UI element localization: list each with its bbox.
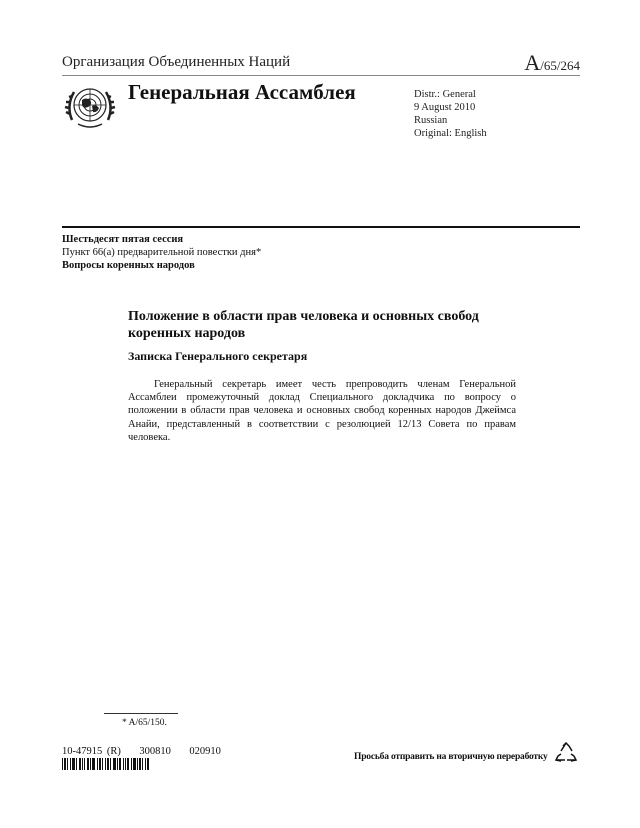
symbol-prefix: A [524, 50, 541, 75]
body-name: Генеральная Ассамблея [128, 80, 356, 104]
document-subtitle: Записка Генерального секретаря [128, 349, 308, 363]
distribution-block [414, 88, 487, 140]
session-divider [62, 226, 580, 228]
footnote: * A/65/150. [122, 718, 167, 728]
session-name: Шестьдесят пятая сессия [62, 234, 184, 245]
document-symbol [524, 50, 580, 76]
distribution-type: Distr.: General [414, 89, 476, 100]
agenda-topic: Вопросы коренных народов [62, 260, 195, 271]
un-emblem-icon [64, 80, 116, 132]
footnote-divider [104, 713, 178, 714]
recycle-icon [555, 742, 577, 764]
agenda-item: Пункт 66(a) предварительной повестки дня* [62, 247, 262, 258]
document-title: Положение в области прав человека и основных свобод коренных народов [128, 309, 479, 341]
barcode-icon [62, 758, 167, 770]
session-block [62, 233, 261, 272]
original-language: Original: English [414, 128, 487, 139]
body-paragraph: Генеральный секретарь имеет честь препроводить членам Генеральной Ассамблеи промежуточный доклад Специального докладчика по вопросу о положении в области прав человека и основных свобод коренных народов Джеймса Анайи, представленный в соответствии с резолюцией 12/13 Совета по правам человека. [128, 379, 516, 443]
recycle-notice: Просьба отправить на вторичную переработку [354, 752, 548, 762]
document-date: 9 August 2010 [414, 102, 476, 113]
header-divider [62, 75, 580, 76]
job-number: 10-47915 (R) 300810 020910 [62, 746, 221, 757]
organization-name: Организация Объединенных Наций [62, 54, 291, 70]
document-language: Russian [414, 115, 448, 126]
symbol-suffix: /65/264 [540, 58, 580, 73]
